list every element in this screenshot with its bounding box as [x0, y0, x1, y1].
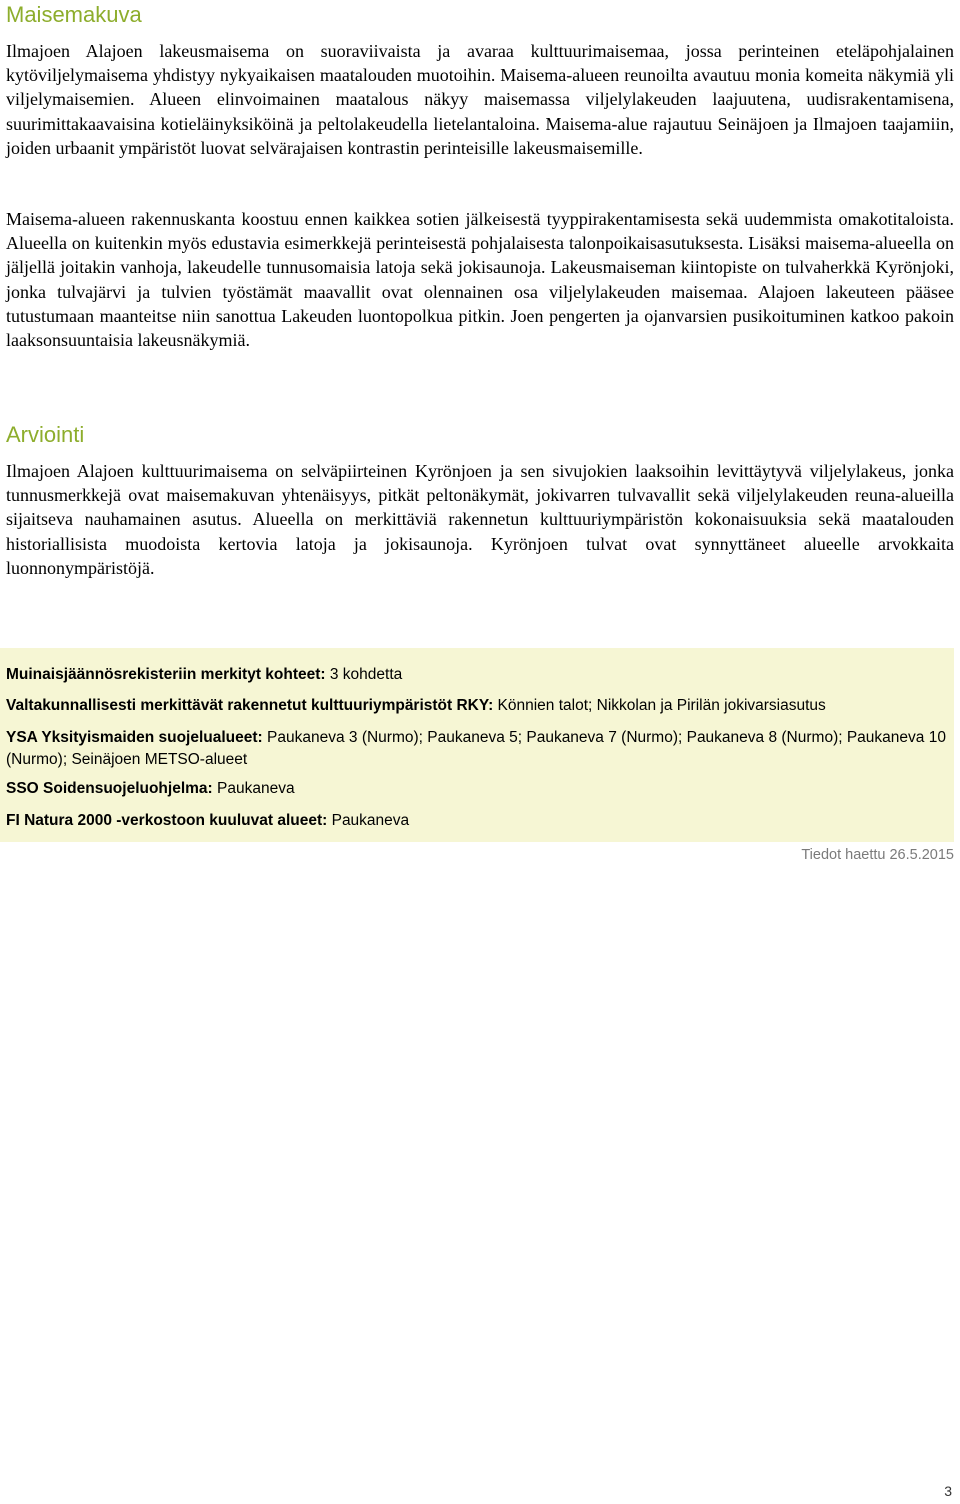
info-item-sso [6, 778, 946, 800]
info-value: Könnien talot; Nikkolan ja Pirilän jokivarsiasutus [493, 697, 826, 714]
data-retrieved-note: Tiedot haettu 26.5.2015 [801, 847, 954, 863]
info-label: SSO Soidensuojeluohjelma: [6, 780, 213, 797]
info-label: Valtakunnallisesti merkittävät rakennetut kulttuuriympäristöt RKY: [6, 697, 494, 714]
section-heading-arviointi: Arviointi [6, 422, 85, 447]
info-value: Paukaneva [212, 780, 295, 797]
info-item-natura [6, 810, 946, 832]
info-label: Muinaisjäännösrekisteriin merkityt kohteet: [6, 666, 326, 683]
info-value: 3 kohdetta [325, 666, 403, 683]
info-item-ysa [6, 727, 946, 771]
section-heading-maisemakuva: Maisemakuva [6, 2, 142, 27]
arviointi-paragraph: Ilmajoen Alajoen kulttuurimaisema on selväpiirteinen Kyrönjoen ja sen sivujokien laaksoihin levittäytyvä viljelylakeus, jonka tunnusmerkkejä ovat maisemakuvan yhtenäisyys, pitkät peltonäkymät, jokivarren tulvavallit sekä viljelylakeuden reuna-alueilla sijaitseva nauhamainen asutus. Alueella on merkittäviä rakennetun kulttuuriympäristön kokonaisuuksia sekä maatalouden historiallisista muodoista kertovia latoja ja jokisaunoja. Kyrönjoen tulvat ovat synnyttäneet alueelle arvokkaita luonnonympäristöjä. [6, 461, 954, 578]
info-value: Paukaneva 3 (Nurmo); Paukaneva 5; Paukaneva 7 (Nurmo); Paukaneva 8 (Nurmo); Paukaneva 10 (Nurmo); Seinäjoen METSO-alueet [6, 729, 946, 768]
page-number: 3 [944, 1483, 952, 1499]
maisemakuva-paragraph-1: Ilmajoen Alajoen lakeusmaisema on suoraviivaista ja avaraa kulttuurimaisemaa, jossa perinteinen eteläpohjalainen kytöviljelymaisema yhdistyy nykyaikaisen maatalouden muotoihin. Maisema-alueen reunoilta avautuu monia komeita näkymiä yli viljelymaisemien. Alueen elinvoimainen maatalous näkyy maisemassa viljelylakeuden laajuutena, uudisrakentamisena, suurimittakaavaisina kotieläinyksiköinä ja peltolakeudella lietelantaloina. Maisema-alue rajautuu Seinäjoen ja Ilmajoen taajamiin, joiden urbaanit ympäristöt luovat selvärajaisen kontrastin perinteisille lakeusmaisemille. [6, 41, 954, 158]
info-item-rky [6, 695, 946, 717]
info-label: YSA Yksityismaiden suojelualueet: [6, 729, 263, 746]
info-label: FI Natura 2000 -verkostoon kuuluvat alueet: [6, 812, 328, 829]
info-item-muinaisjaannokset [6, 664, 946, 686]
protected-areas-infobox [0, 648, 954, 842]
maisemakuva-paragraph-2: Maisema-alueen rakennuskanta koostuu ennen kaikkea sotien jälkeisestä tyyppirakentamisesta sekä uudemmista omakotitaloista. Alueella on kuitenkin myös edustavia esimerkkejä perinteisestä pohjalaisesta talonpoikaisasutuksesta. Lisäksi maisema-alueella on jäljellä joitakin vanhoja, lakeudelle tunnusomaisia latoja sekä jokisaunoja. Lakeusmaiseman kiintopiste on tulvaherkkä Kyrönjoki, jonka tulvajärvi ja tulvien työstämät maavallit ovat olennainen osa viljelylakeuden maisemaa. Alajoen lakeuteen pääsee tutustumaan maanteitse niin sanottua Lakeuden luontopolkua pitkin. Joen pengerten ja ojanvarsien pusikoituminen katkoo pakoin laaksonsuuntaisia lakeusnäkymiä. [6, 209, 954, 351]
info-value: Paukaneva [327, 812, 410, 829]
